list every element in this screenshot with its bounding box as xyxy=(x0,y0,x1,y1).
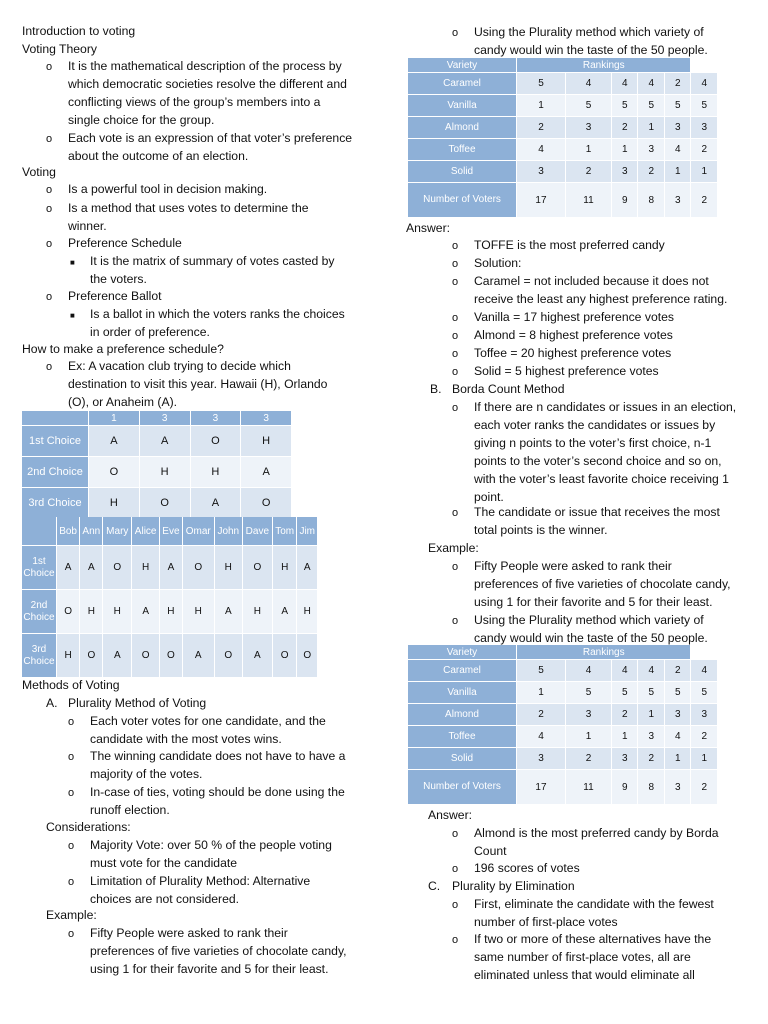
table-cell: A xyxy=(57,546,80,590)
bullet-circle: o xyxy=(452,561,459,573)
table-cell: 1 xyxy=(565,139,611,161)
table-cell: A xyxy=(89,426,140,457)
section-label-b: B. xyxy=(430,382,442,396)
table-header-cell: Omar xyxy=(182,517,214,546)
table-cell: O xyxy=(57,590,80,634)
table-cell: 1 xyxy=(611,139,638,161)
table-cell: 2 xyxy=(638,748,665,770)
table-cell: 4 xyxy=(638,73,665,95)
bullet-circle: o xyxy=(452,615,459,627)
table-cell: 2 xyxy=(565,161,611,183)
table-row xyxy=(408,704,718,726)
table-cell: H xyxy=(214,546,242,590)
table-cell: H xyxy=(89,488,140,519)
table-cell: 3 xyxy=(638,139,665,161)
bullet-circle: o xyxy=(452,507,459,519)
heading-methods: Methods of Voting xyxy=(22,678,120,692)
table-cell: 5 xyxy=(664,682,691,704)
table-cell: H xyxy=(57,634,80,678)
table-cell: A xyxy=(190,488,241,519)
table-cell: 3 xyxy=(664,704,691,726)
heading-answer: Answer: xyxy=(428,808,473,822)
row-label: 1st Choice xyxy=(22,546,57,590)
bullet-circle: o xyxy=(68,716,75,728)
table-row xyxy=(22,426,292,457)
table-cell: 4 xyxy=(611,73,638,95)
list-item: receive the least any highest preference rating. xyxy=(474,292,728,306)
row-label: Toffee xyxy=(408,726,517,748)
table-cell: 3 xyxy=(638,726,665,748)
row-label: 2nd Choice xyxy=(22,590,57,634)
table-header-cell: Dave xyxy=(242,517,272,546)
table-header-cell: Alice xyxy=(132,517,160,546)
table-cell: A xyxy=(139,426,190,457)
bullet-circle: o xyxy=(452,258,459,270)
table-cell: H xyxy=(182,590,214,634)
table-cell: 1 xyxy=(691,748,718,770)
bullet-circle: o xyxy=(452,366,459,378)
table-cell: A xyxy=(242,634,272,678)
table-cell: 3 xyxy=(517,161,566,183)
table-header-cell: Rankings xyxy=(517,58,691,73)
table-header-cell: Ann xyxy=(80,517,103,546)
table-cell: 3 xyxy=(664,183,691,218)
table-cell: 4 xyxy=(691,73,718,95)
bullet-circle: o xyxy=(452,240,459,252)
table-cell: A xyxy=(103,634,132,678)
row-label: Almond xyxy=(408,704,517,726)
table-cell: 1 xyxy=(664,161,691,183)
table-cell: 11 xyxy=(565,183,611,218)
table-row xyxy=(22,488,292,519)
bullet-circle: o xyxy=(46,133,53,145)
section-label-c: C. xyxy=(428,879,441,893)
table-row xyxy=(408,161,718,183)
table-cell: O xyxy=(160,634,183,678)
table-cell: 4 xyxy=(565,73,611,95)
table-cell: O xyxy=(297,634,318,678)
table-cell: 11 xyxy=(565,770,611,805)
table-cell: 1 xyxy=(611,726,638,748)
candy-rankings-table xyxy=(408,645,718,805)
list-item: Solution: xyxy=(474,256,522,270)
table-cell: 5 xyxy=(691,682,718,704)
table-cell: 2 xyxy=(565,748,611,770)
table-cell: H xyxy=(190,457,241,488)
preference-schedule-table xyxy=(22,411,292,519)
table-cell: 1 xyxy=(664,748,691,770)
list-item: TOFFE is the most preferred candy xyxy=(474,238,665,252)
bullet-circle: o xyxy=(46,61,53,73)
table-cell: 4 xyxy=(517,139,566,161)
table-cell: H xyxy=(241,426,292,457)
table-row xyxy=(22,590,318,634)
list-item: Preference Schedule xyxy=(68,236,182,250)
table-cell: 8 xyxy=(638,183,665,218)
table-header-cell xyxy=(22,411,89,426)
table-cell: 5 xyxy=(638,682,665,704)
table-cell: O xyxy=(241,488,292,519)
bullet-circle: o xyxy=(452,276,459,288)
table-cell: A xyxy=(160,546,183,590)
table-header-cell: Jim xyxy=(297,517,318,546)
table-cell: 3 xyxy=(691,117,718,139)
row-label: Caramel xyxy=(408,660,517,682)
table-cell: H xyxy=(103,590,132,634)
row-label: Caramel xyxy=(408,73,517,95)
list-item: Caramel = not included because it does not xyxy=(474,274,709,288)
bullet-circle: o xyxy=(452,348,459,360)
table-cell: 3 xyxy=(691,704,718,726)
table-cell: 2 xyxy=(638,161,665,183)
table-cell: 5 xyxy=(691,95,718,117)
table-header-cell: 3 xyxy=(241,411,292,426)
table-cell: O xyxy=(242,546,272,590)
table-cell: A xyxy=(297,546,318,590)
table-cell: 1 xyxy=(691,161,718,183)
table-cell: O xyxy=(103,546,132,590)
table-cell: 3 xyxy=(517,748,566,770)
bullet-circle: o xyxy=(46,291,53,303)
table-row xyxy=(408,660,718,682)
bullet-square: ■ xyxy=(70,258,75,267)
table-cell: 5 xyxy=(517,660,566,682)
table-cell: 17 xyxy=(517,770,566,805)
table-row xyxy=(408,73,718,95)
table-cell: 5 xyxy=(565,682,611,704)
table-cell: 5 xyxy=(517,73,566,95)
table-cell: 2 xyxy=(517,117,566,139)
bullet-circle: o xyxy=(68,787,75,799)
table-cell: 2 xyxy=(691,726,718,748)
bullet-circle: o xyxy=(46,184,53,196)
table-row xyxy=(408,726,718,748)
bullet-circle: o xyxy=(46,361,53,373)
table-cell: 5 xyxy=(565,95,611,117)
bullet-circle: o xyxy=(68,751,75,763)
table-cell: 3 xyxy=(565,117,611,139)
candy-rankings-table xyxy=(408,58,718,218)
table-row xyxy=(22,634,318,678)
table-header-cell: Bob xyxy=(57,517,80,546)
heading-example: Example: xyxy=(428,541,479,555)
row-label: 2nd Choice xyxy=(22,457,89,488)
table-header-cell: Eve xyxy=(160,517,183,546)
table-cell: O xyxy=(132,634,160,678)
table-cell: O xyxy=(89,457,140,488)
table-cell: O xyxy=(80,634,103,678)
list-item: Solid = 5 highest preference votes xyxy=(474,364,659,378)
table-cell: 1 xyxy=(638,117,665,139)
row-label: 1st Choice xyxy=(22,426,89,457)
row-label: Solid xyxy=(408,748,517,770)
table-cell: 4 xyxy=(611,660,638,682)
list-item: Preference Ballot xyxy=(68,289,162,303)
section-title-elimination: Plurality by Elimination xyxy=(452,879,575,893)
bullet-circle: o xyxy=(68,928,75,940)
table-row xyxy=(408,139,718,161)
section-title-plurality: Plurality Method of Voting xyxy=(68,696,207,710)
row-label: 3rd Choice xyxy=(22,634,57,678)
table-header-row xyxy=(22,411,292,426)
row-label: 3rd Choice xyxy=(22,488,89,519)
heading-how-to: How to make a preference schedule? xyxy=(22,342,224,356)
table-header-row xyxy=(408,58,718,73)
table-cell: H xyxy=(139,457,190,488)
table-header-cell: Tom xyxy=(272,517,297,546)
table-cell: 4 xyxy=(664,139,691,161)
table-cell: O xyxy=(272,634,297,678)
table-cell: O xyxy=(182,546,214,590)
table-cell: 4 xyxy=(664,726,691,748)
table-cell: 3 xyxy=(664,770,691,805)
table-cell: H xyxy=(242,590,272,634)
bullet-circle: o xyxy=(46,238,53,250)
list-item: Is a powerful tool in decision making. xyxy=(68,182,268,196)
table-cell: A xyxy=(241,457,292,488)
table-cell: 5 xyxy=(611,682,638,704)
doc-title: Introduction to voting xyxy=(22,24,136,38)
table-header-cell: Rankings xyxy=(517,645,691,660)
list-item: Vanilla = 17 highest preference votes xyxy=(474,310,674,324)
bullet-circle: o xyxy=(68,876,75,888)
bullet-circle: o xyxy=(452,828,459,840)
table-cell: 4 xyxy=(517,726,566,748)
row-label: Number of Voters xyxy=(408,183,517,218)
ballot-table xyxy=(22,517,318,678)
table-row xyxy=(408,117,718,139)
table-cell: H xyxy=(272,546,297,590)
row-label: Solid xyxy=(408,161,517,183)
heading-answer: Answer: xyxy=(406,221,451,235)
table-cell: 2 xyxy=(691,139,718,161)
table-header-cell: 3 xyxy=(139,411,190,426)
section-title-borda: Borda Count Method xyxy=(452,382,565,396)
table-row xyxy=(408,183,718,218)
row-label: Vanilla xyxy=(408,95,517,117)
table-row xyxy=(22,546,318,590)
table-cell: 3 xyxy=(565,704,611,726)
table-cell: 2 xyxy=(611,117,638,139)
table-cell: 2 xyxy=(691,183,718,218)
table-cell: 2 xyxy=(691,770,718,805)
table-header-row xyxy=(22,517,318,546)
bullet-circle: o xyxy=(452,863,459,875)
table-cell: A xyxy=(132,590,160,634)
bullet-circle: o xyxy=(452,402,459,414)
bullet-circle: o xyxy=(452,27,459,39)
table-cell: 8 xyxy=(638,770,665,805)
table-cell: 4 xyxy=(691,660,718,682)
bullet-circle: o xyxy=(452,330,459,342)
table-cell: 5 xyxy=(611,95,638,117)
table-cell: 2 xyxy=(517,704,566,726)
table-cell: A xyxy=(80,546,103,590)
table-cell: H xyxy=(160,590,183,634)
list-item: 196 scores of votes xyxy=(474,861,580,875)
table-cell: 9 xyxy=(611,183,638,218)
table-cell: 5 xyxy=(638,95,665,117)
bullet-circle: o xyxy=(46,203,53,215)
table-row xyxy=(408,748,718,770)
table-cell: H xyxy=(80,590,103,634)
table-header-cell xyxy=(22,517,57,546)
table-header-cell: Variety xyxy=(408,58,517,73)
table-cell: 2 xyxy=(664,660,691,682)
table-cell: O xyxy=(190,426,241,457)
table-cell: 2 xyxy=(611,704,638,726)
table-cell: A xyxy=(214,590,242,634)
section-label-a: A. xyxy=(46,696,58,710)
row-label: Toffee xyxy=(408,139,517,161)
bullet-circle: o xyxy=(452,312,459,324)
table-cell: 4 xyxy=(565,660,611,682)
table-cell: 1 xyxy=(638,704,665,726)
list-item: Toffee = 20 highest preference votes xyxy=(474,346,672,360)
table-cell: 9 xyxy=(611,770,638,805)
bullet-circle: o xyxy=(452,934,459,946)
heading-voting-theory: Voting Theory xyxy=(22,42,97,56)
heading-voting: Voting xyxy=(22,165,56,179)
table-header-cell: Mary xyxy=(103,517,132,546)
table-cell: 1 xyxy=(517,95,566,117)
table-cell: 2 xyxy=(664,73,691,95)
table-row xyxy=(408,682,718,704)
list-item: Almond = 8 highest preference votes xyxy=(474,328,673,342)
heading-example: Example: xyxy=(46,908,97,922)
table-cell: 4 xyxy=(638,660,665,682)
table-cell: A xyxy=(182,634,214,678)
table-cell: 5 xyxy=(664,95,691,117)
table-header-cell: Variety xyxy=(408,645,517,660)
table-row xyxy=(408,770,718,805)
bullet-circle: o xyxy=(68,840,75,852)
row-label: Vanilla xyxy=(408,682,517,704)
table-cell: O xyxy=(139,488,190,519)
table-cell: 3 xyxy=(664,117,691,139)
row-label: Number of Voters xyxy=(408,770,517,805)
table-cell: 1 xyxy=(565,726,611,748)
bullet-square: ■ xyxy=(70,311,75,320)
table-cell: 17 xyxy=(517,183,566,218)
table-header-row xyxy=(408,645,718,660)
table-cell: 1 xyxy=(517,682,566,704)
table-cell: A xyxy=(272,590,297,634)
table-row xyxy=(408,95,718,117)
table-cell: H xyxy=(132,546,160,590)
table-cell: H xyxy=(297,590,318,634)
heading-considerations: Considerations: xyxy=(46,820,131,834)
table-header-cell: 1 xyxy=(89,411,140,426)
table-cell: O xyxy=(214,634,242,678)
bullet-circle: o xyxy=(452,899,459,911)
table-header-cell: 3 xyxy=(190,411,241,426)
row-label: Almond xyxy=(408,117,517,139)
table-cell: 3 xyxy=(611,748,638,770)
table-cell: 3 xyxy=(611,161,638,183)
table-header-cell: John xyxy=(214,517,242,546)
table-row xyxy=(22,457,292,488)
